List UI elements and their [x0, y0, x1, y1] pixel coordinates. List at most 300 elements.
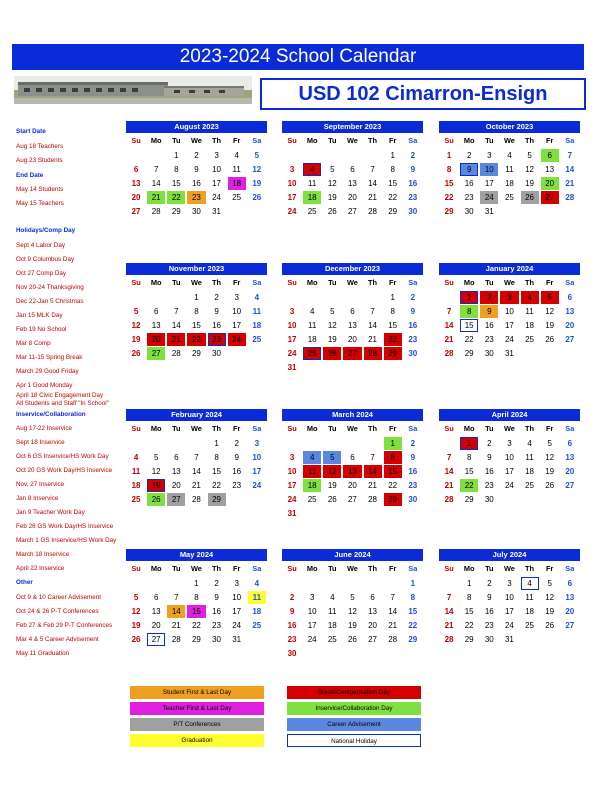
- sidebar-item-text: Start Date: [16, 128, 46, 135]
- weekday-header: We: [503, 424, 515, 433]
- day-cell: 14: [167, 605, 185, 618]
- day-cell: 18: [228, 177, 246, 190]
- day-cell: 14: [444, 466, 454, 476]
- day-cell: 18: [252, 606, 262, 616]
- day-cell: 14: [191, 466, 201, 476]
- day-cell: 16: [408, 178, 418, 188]
- day-cell: 9: [194, 164, 199, 174]
- sidebar-date-item: [16, 143, 141, 151]
- day-cell: 20: [131, 192, 141, 202]
- day-cell: 25: [307, 206, 317, 216]
- day-cell: 9: [289, 606, 295, 616]
- weekday-header: Th: [368, 424, 378, 433]
- weekday-header: Mo: [306, 424, 318, 433]
- day-cell: 7: [370, 452, 375, 462]
- weekday-header: Fr: [232, 564, 241, 573]
- weekday-header: Th: [368, 278, 378, 287]
- month-calendar: [282, 263, 423, 374]
- day-cell: 5: [350, 592, 355, 602]
- day-cell: 31: [212, 206, 222, 216]
- day-cell: 4: [527, 438, 532, 448]
- day-cell: 13: [347, 178, 357, 188]
- day-cell: 25: [252, 334, 262, 344]
- weekday-header: Su: [444, 424, 454, 433]
- weekday-header: Mo: [150, 564, 162, 573]
- day-cell: 21: [368, 192, 378, 202]
- day-cell: 22: [167, 191, 185, 204]
- empty-day-cell: [126, 576, 146, 590]
- day-cell: 28: [364, 347, 382, 360]
- day-cell: 2: [289, 592, 295, 602]
- day-cell: 12: [525, 164, 535, 174]
- day-cell: 14: [171, 320, 181, 330]
- sidebar-date-item: [16, 594, 141, 602]
- empty-day-cell: [282, 148, 302, 162]
- weekday-header: Sa: [565, 424, 575, 433]
- day-cell: 21: [565, 178, 575, 188]
- sidebar-date-item: [16, 622, 141, 630]
- empty-day-cell: [322, 576, 342, 590]
- day-cell: 2: [194, 150, 199, 160]
- day-cell: 29: [388, 206, 398, 216]
- weekday-header: Sa: [252, 136, 262, 145]
- day-cell: 1: [174, 150, 179, 160]
- day-cell: 3: [214, 150, 219, 160]
- day-cell: 10: [212, 164, 222, 174]
- empty-day-cell: [282, 436, 302, 450]
- day-cell: 9: [487, 592, 492, 602]
- day-cell: 18: [504, 178, 514, 188]
- day-cell: 29: [384, 347, 402, 360]
- sidebar-date-item: [16, 650, 141, 658]
- day-cell: 13: [171, 466, 181, 476]
- day-cell: 16: [484, 320, 494, 330]
- day-cell: 1: [390, 150, 395, 160]
- sidebar-item-text: Sept 18 Inservice: [16, 439, 65, 446]
- empty-day-cell: [439, 290, 459, 304]
- sidebar-date-item: [16, 340, 141, 348]
- sidebar-date-item: [16, 481, 141, 489]
- sidebar-item-text: Nov. 27 Inservice: [16, 481, 65, 488]
- sidebar-item-text: Aug 17-22 Inservice: [16, 425, 73, 432]
- day-cell: 3: [234, 578, 239, 588]
- weekday-header: Tu: [485, 424, 494, 433]
- weekday-header: Tu: [172, 424, 181, 433]
- sidebar-date-item: [16, 425, 141, 433]
- sidebar-item-text: April 18 Civic Engagement Day: [16, 392, 104, 399]
- legend-item: Graduation: [130, 734, 264, 747]
- day-cell: 21: [444, 620, 454, 630]
- day-cell: 13: [151, 606, 161, 616]
- empty-day-cell: [363, 576, 383, 590]
- weekday-header: Sa: [252, 278, 262, 287]
- month-day-grid: [126, 422, 267, 506]
- weekday-header: Mo: [306, 136, 318, 145]
- day-cell: 22: [444, 192, 454, 202]
- day-cell: 28: [368, 494, 378, 504]
- sidebar-date-item: [16, 551, 141, 559]
- day-cell: 21: [368, 334, 378, 344]
- day-cell: 20: [171, 480, 181, 490]
- sidebar-date-item: [16, 608, 141, 616]
- day-cell: 31: [232, 634, 242, 644]
- day-cell: 26: [545, 620, 555, 630]
- day-cell: 12: [252, 164, 262, 174]
- sidebar-date-item: [16, 453, 141, 461]
- day-cell: 2: [214, 578, 219, 588]
- day-cell: 10: [504, 592, 514, 602]
- month-day-grid: [282, 422, 423, 520]
- month-title: June 2024: [282, 549, 423, 561]
- day-cell: 6: [541, 149, 559, 162]
- day-cell: 22: [388, 192, 398, 202]
- day-cell: 19: [327, 480, 337, 490]
- empty-day-cell: [166, 290, 186, 304]
- weekday-header: Tu: [485, 278, 494, 287]
- weekday-header: Tu: [485, 136, 494, 145]
- day-cell: 29: [191, 634, 201, 644]
- day-cell: 6: [350, 306, 355, 316]
- sidebar-date-item: [16, 312, 141, 320]
- weekday-header: We: [503, 564, 515, 573]
- day-cell: 26: [545, 334, 555, 344]
- day-cell: 8: [410, 592, 416, 602]
- month-title: May 2024: [126, 549, 267, 561]
- day-cell: 9: [460, 163, 478, 176]
- day-cell: 30: [484, 494, 494, 504]
- day-cell: 20: [565, 320, 575, 330]
- day-cell: 20: [565, 466, 575, 476]
- day-cell: 5: [133, 592, 139, 602]
- day-cell: 16: [232, 466, 242, 476]
- district-name: USD 102 Cimarron-Ensign: [260, 78, 586, 110]
- day-cell: 23: [232, 480, 242, 490]
- sidebar-date-item: [16, 298, 141, 306]
- sidebar-item-text: April 22 Inservice: [16, 565, 65, 572]
- day-cell: 12: [323, 465, 341, 478]
- day-cell: 2: [234, 438, 239, 448]
- day-cell: 27: [565, 480, 575, 490]
- weekday-header: We: [503, 278, 515, 287]
- day-cell: 18: [327, 620, 337, 630]
- weekday-header: Mo: [306, 278, 318, 287]
- day-cell: 6: [153, 306, 159, 316]
- day-cell: 8: [460, 305, 478, 318]
- day-cell: 24: [504, 480, 514, 490]
- day-cell: 17: [287, 192, 297, 202]
- sidebar-item-text: May 15 Teachers: [16, 200, 64, 207]
- day-cell: 25: [252, 620, 262, 630]
- day-cell: 4: [521, 577, 539, 590]
- day-cell: 26: [347, 634, 357, 644]
- day-cell: 2: [487, 578, 492, 588]
- day-cell: 16: [287, 620, 297, 630]
- day-cell: 22: [464, 620, 474, 630]
- day-cell: 11: [131, 466, 141, 476]
- empty-day-cell: [302, 436, 322, 450]
- day-cell: 4: [303, 451, 321, 464]
- day-cell: 29: [444, 206, 454, 216]
- day-cell: 19: [545, 320, 555, 330]
- sidebar-heading: [16, 227, 141, 235]
- month-day-grid: [126, 562, 267, 646]
- day-cell: 19: [147, 479, 165, 492]
- day-cell: 15: [388, 320, 398, 330]
- day-cell: 24: [307, 634, 317, 644]
- weekday-header: Th: [212, 278, 222, 287]
- empty-day-cell: [126, 436, 146, 450]
- empty-day-cell: [439, 436, 459, 450]
- day-cell: 23: [212, 620, 222, 630]
- empty-day-cell: [363, 148, 383, 162]
- day-cell: 13: [545, 164, 555, 174]
- day-cell: 11: [525, 452, 534, 462]
- day-cell: 6: [153, 592, 159, 602]
- day-cell: 7: [174, 306, 179, 316]
- weekday-header: Sa: [565, 136, 575, 145]
- day-cell: 18: [131, 480, 141, 490]
- month-calendar: [439, 549, 580, 646]
- day-cell: 17: [287, 480, 297, 490]
- day-cell: 6: [567, 578, 573, 588]
- day-cell: 11: [308, 320, 317, 330]
- month-calendar: [126, 549, 267, 646]
- day-cell: 19: [131, 620, 141, 630]
- day-cell: 14: [151, 178, 161, 188]
- day-cell: 27: [343, 347, 361, 360]
- day-cell: 29: [384, 493, 402, 506]
- day-cell: 8: [384, 451, 402, 464]
- day-cell: 15: [187, 605, 205, 618]
- day-cell: 29: [464, 348, 474, 358]
- day-cell: 20: [147, 333, 165, 346]
- sidebar-date-item: [16, 284, 141, 292]
- weekday-header: Su: [287, 564, 297, 573]
- day-cell: 26: [131, 348, 141, 358]
- day-cell: 19: [545, 606, 555, 616]
- day-cell: 22: [384, 333, 402, 346]
- day-cell: 7: [390, 592, 395, 602]
- empty-day-cell: [302, 290, 322, 304]
- weekday-header: Tu: [328, 278, 337, 287]
- month-title: August 2023: [126, 121, 267, 133]
- day-cell: 1: [390, 292, 395, 302]
- month-title: July 2024: [439, 549, 580, 561]
- day-cell: 24: [480, 191, 498, 204]
- legend-item: Inservice/Collaboration Day: [287, 702, 421, 715]
- day-cell: 30: [408, 348, 418, 358]
- day-cell: 15: [408, 606, 418, 616]
- day-cell: 4: [521, 291, 539, 304]
- day-cell: 5: [541, 291, 559, 304]
- sidebar-date-item: [16, 157, 141, 165]
- day-cell: 21: [167, 333, 185, 346]
- day-cell: 28: [444, 348, 454, 358]
- day-cell: 15: [212, 466, 222, 476]
- day-cell: 23: [408, 334, 418, 344]
- sidebar-date-item: [16, 537, 141, 545]
- day-cell: 4: [303, 163, 321, 176]
- day-cell: 14: [444, 320, 454, 330]
- empty-day-cell: [322, 148, 342, 162]
- empty-day-cell: [342, 576, 362, 590]
- empty-day-cell: [302, 148, 322, 162]
- day-cell: 5: [153, 452, 159, 462]
- month-title: March 2024: [282, 409, 423, 421]
- weekday-header: Mo: [150, 424, 162, 433]
- weekday-header: Sa: [408, 278, 418, 287]
- sidebar-date-item: [16, 354, 141, 362]
- day-cell: 21: [388, 620, 398, 630]
- day-cell: 4: [330, 592, 335, 602]
- day-cell: 7: [446, 592, 452, 602]
- sidebar-item-text: Feb 27 & Feb 29 P-T Conferences: [16, 622, 113, 629]
- day-cell: 9: [410, 306, 416, 316]
- day-cell: 14: [565, 164, 575, 174]
- day-cell: 9: [480, 305, 498, 318]
- day-cell: 1: [466, 578, 472, 588]
- sidebar-item-text: March 18 Inservice: [16, 551, 70, 558]
- day-cell: 12: [327, 178, 337, 188]
- day-cell: 26: [252, 192, 262, 202]
- weekday-header: We: [190, 424, 202, 433]
- sidebar-date-item: [16, 368, 141, 376]
- day-cell: 2: [487, 438, 492, 448]
- day-cell: 28: [191, 494, 201, 504]
- day-cell: 7: [446, 452, 452, 462]
- weekday-header: Fr: [388, 424, 397, 433]
- day-cell: 3: [507, 578, 512, 588]
- day-cell: 5: [330, 164, 335, 174]
- day-cell: 25: [307, 494, 317, 504]
- day-cell: 7: [174, 592, 179, 602]
- weekday-header: Mo: [463, 564, 475, 573]
- sidebar-item-text: Jan 9 Teacher Work Day: [16, 509, 85, 516]
- day-cell: 14: [368, 178, 378, 188]
- day-cell: 17: [287, 334, 297, 344]
- sidebar-item-text: Sept 4 Labor Day: [16, 242, 66, 249]
- day-cell: 16: [191, 178, 201, 188]
- day-cell: 23: [484, 620, 494, 630]
- day-cell: 26: [327, 206, 337, 216]
- day-cell: 19: [327, 192, 337, 202]
- day-cell: 18: [307, 334, 317, 344]
- day-cell: 22: [388, 480, 398, 490]
- day-cell: 18: [303, 191, 321, 204]
- day-cell: 20: [368, 620, 378, 630]
- day-cell: 8: [194, 592, 199, 602]
- weekday-header: We: [190, 136, 202, 145]
- weekday-header: Th: [368, 136, 378, 145]
- day-cell: 18: [525, 466, 535, 476]
- sidebar-item-text: Aug 23 Students: [16, 157, 63, 164]
- sidebar-date-item: [16, 256, 141, 264]
- day-cell: 30: [212, 348, 222, 358]
- day-cell: 11: [308, 178, 317, 188]
- legend-item: National Holiday: [287, 734, 421, 747]
- month-title: October 2023: [439, 121, 580, 133]
- weekday-header: We: [190, 278, 202, 287]
- month-title: September 2023: [282, 121, 423, 133]
- day-cell: 24: [252, 480, 262, 490]
- day-cell: 20: [541, 177, 559, 190]
- day-cell: 28: [171, 348, 181, 358]
- day-cell: 14: [388, 606, 398, 616]
- day-cell: 4: [234, 150, 239, 160]
- day-cell: 8: [390, 306, 395, 316]
- empty-day-cell: [146, 436, 166, 450]
- day-cell: 11: [252, 306, 262, 316]
- day-cell: 20: [151, 620, 161, 630]
- weekday-header: We: [190, 564, 202, 573]
- sidebar-date-item: [16, 439, 141, 447]
- day-cell: 3: [487, 150, 492, 160]
- day-cell: 30: [212, 634, 222, 644]
- sidebar-item-text: Mar 4 & 5 Career Advisement: [16, 636, 99, 643]
- weekday-header: Sa: [408, 564, 418, 573]
- day-cell: 13: [368, 606, 378, 616]
- weekday-header: Sa: [408, 424, 418, 433]
- day-cell: 16: [484, 466, 494, 476]
- weekday-header: We: [346, 278, 358, 287]
- day-cell: 19: [545, 466, 555, 476]
- weekday-header: Su: [131, 564, 141, 573]
- weekday-header: Tu: [328, 136, 337, 145]
- sidebar-date-item: [16, 495, 141, 503]
- weekday-header: Th: [368, 564, 378, 573]
- day-cell: 31: [504, 634, 514, 644]
- weekday-header: Su: [287, 278, 297, 287]
- day-cell: 28: [151, 206, 161, 216]
- day-cell: 1: [460, 291, 478, 304]
- day-cell: 4: [254, 292, 260, 302]
- weekday-header: Th: [212, 136, 222, 145]
- month-title: November 2023: [126, 263, 267, 275]
- day-cell: 1: [460, 437, 478, 450]
- day-cell: 22: [212, 480, 222, 490]
- day-cell: 15: [464, 606, 474, 616]
- day-cell: 21: [444, 334, 454, 344]
- day-cell: 10: [287, 466, 297, 476]
- day-cell: 19: [347, 620, 357, 630]
- weekday-header: Fr: [388, 278, 397, 287]
- weekday-header: Fr: [388, 136, 397, 145]
- day-cell: 27: [347, 206, 357, 216]
- day-cell: 3: [254, 438, 260, 448]
- empty-day-cell: [166, 576, 186, 590]
- sidebar-item-text: Oct 6 GS Inservice/HS Work Day: [16, 453, 109, 460]
- day-cell: 13: [565, 452, 575, 462]
- month-title: February 2024: [126, 409, 267, 421]
- empty-day-cell: [146, 290, 166, 304]
- day-cell: 17: [307, 620, 317, 630]
- day-cell: 10: [287, 178, 297, 188]
- day-cell: 8: [466, 592, 472, 602]
- day-cell: 11: [303, 465, 321, 478]
- day-cell: 10: [232, 306, 242, 316]
- empty-day-cell: [302, 576, 322, 590]
- day-cell: 10: [504, 452, 514, 462]
- day-cell: 24: [212, 192, 222, 202]
- empty-day-cell: [126, 148, 146, 162]
- day-cell: 9: [487, 452, 492, 462]
- day-cell: 30: [191, 206, 201, 216]
- sidebar-item-text: Apr 1 Good Monday: [16, 382, 73, 389]
- calendar-title: 2023-2024 School Calendar: [12, 44, 584, 70]
- day-cell: 3: [234, 292, 239, 302]
- day-cell: 6: [350, 164, 355, 174]
- empty-day-cell: [146, 576, 166, 590]
